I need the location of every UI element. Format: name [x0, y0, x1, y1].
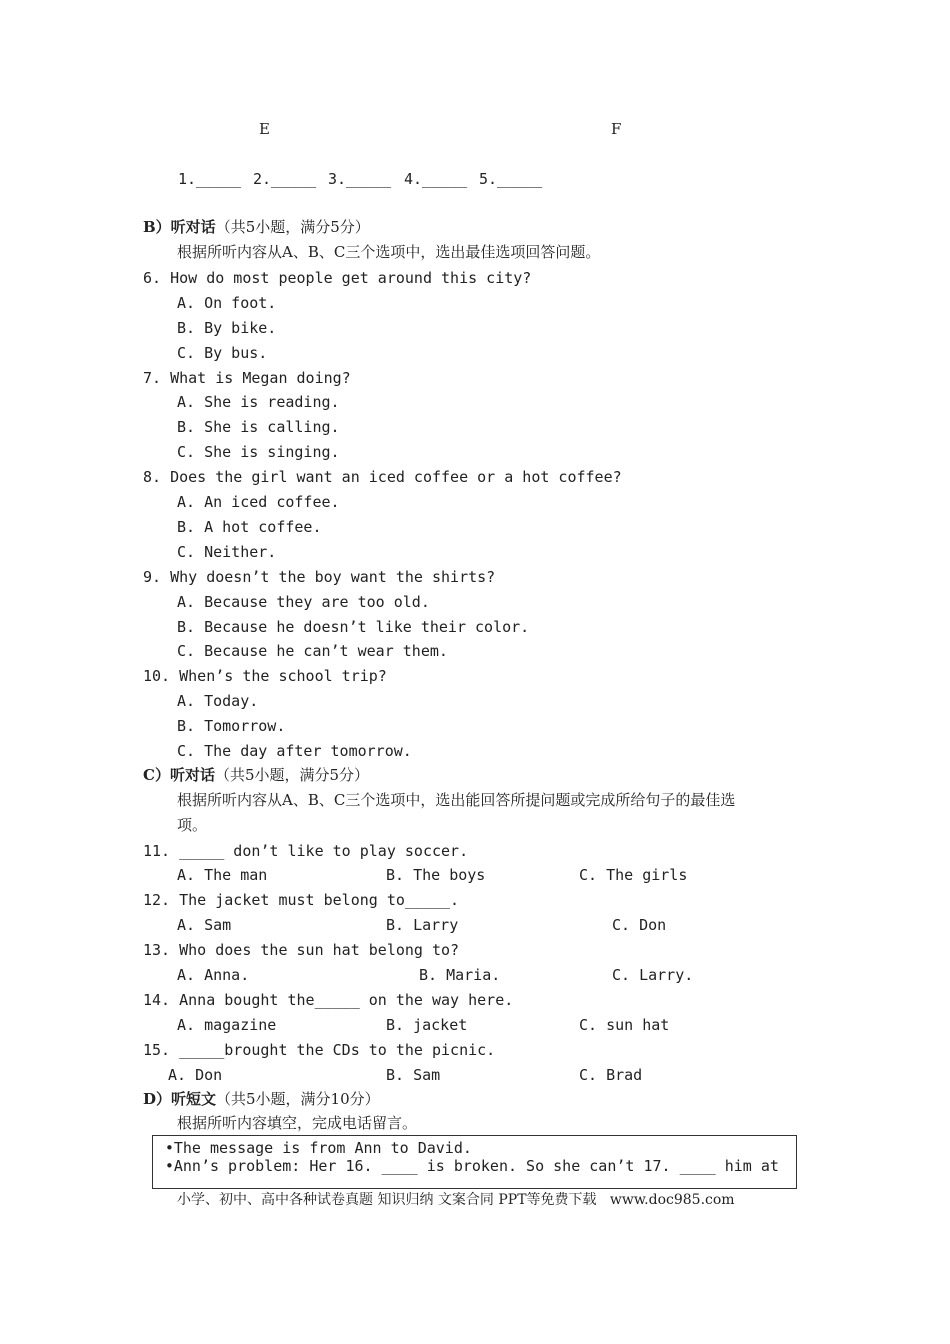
question-15: 15. _____brought the CDs to the picnic. — [143, 1041, 496, 1059]
q7-option-a: A. She is reading. — [177, 393, 340, 411]
q15-option-a: A. Don — [168, 1066, 223, 1084]
q14-option-c: C. sun hat — [579, 1016, 670, 1034]
q15-option-b: B. Sam — [386, 1066, 441, 1084]
label-f: F — [611, 120, 622, 138]
q12-option-c: C. Don — [612, 916, 667, 934]
phone-message-box — [152, 1135, 797, 1189]
section-d-heading — [143, 1092, 380, 1107]
q12-option-a: A. Sam — [177, 916, 232, 934]
question-9: 9. Why doesn’t the boy want the shirts? — [143, 568, 496, 586]
q14-option-a: A. magazine — [177, 1016, 277, 1034]
message-line-2-text: Ann’s problem: Her 16. ____ is broken. So she can’t 17. ____ him at — [173, 1157, 779, 1175]
q8-option-b: B. A hot coffee. — [177, 518, 322, 536]
section-d-title: D）听短文 — [143, 1090, 217, 1108]
section-b-title: B）听对话 — [143, 218, 216, 236]
q9-option-b: B. Because he doesn’t like their color. — [177, 618, 530, 636]
section-c-title: C）听对话 — [143, 766, 215, 784]
q6-option-a: A. On foot. — [177, 294, 277, 312]
question-7: 7. What is Megan doing? — [143, 369, 351, 387]
message-line-2 — [165, 1159, 779, 1174]
q13-option-c: C. Larry. — [612, 966, 694, 984]
section-d-meta: （共5小题，满分10分） — [216, 1090, 380, 1108]
section-b-instruction: 根据所听内容从A、B、C三个选项中，选出最佳选项回答问题。 — [177, 243, 601, 261]
question-14: 14. Anna bought the_____ on the way here. — [143, 991, 514, 1009]
section-b-heading — [143, 220, 370, 235]
q10-option-b: B. Tomorrow. — [177, 717, 286, 735]
q9-option-a: A. Because they are too old. — [177, 593, 430, 611]
answer-blank-2: 2._____ — [253, 170, 317, 188]
message-line-1 — [165, 1141, 472, 1156]
q12-option-b: B. Larry — [386, 916, 459, 934]
bullet-2: • — [165, 1157, 174, 1175]
question-12: 12. The jacket must belong to_____. — [143, 891, 460, 909]
bullet-1: • — [165, 1139, 174, 1157]
q13-option-a: A. Anna. — [177, 966, 250, 984]
answer-blank-5: 5._____ — [479, 170, 543, 188]
label-e: E — [259, 120, 270, 138]
q14-option-b: B. jacket — [386, 1016, 468, 1034]
section-b-meta: （共5小题，满分5分） — [215, 218, 370, 236]
q11-option-c: C. The girls — [579, 866, 688, 884]
section-c-meta: （共5小题，满分5分） — [214, 766, 370, 784]
q8-option-c: C. Neither. — [177, 543, 277, 561]
question-13: 13. Who does the sun hat belong to? — [143, 941, 460, 959]
q10-option-a: A. Today. — [177, 692, 259, 710]
answer-blank-1: 1._____ — [178, 170, 242, 188]
q15-option-c: C. Brad — [579, 1066, 643, 1084]
question-10: 10. When’s the school trip? — [143, 667, 387, 685]
q13-option-b: B. Maria. — [419, 966, 501, 984]
q9-option-c: C. Because he can’t wear them. — [177, 642, 448, 660]
answer-blank-3: 3._____ — [328, 170, 392, 188]
question-8: 8. Does the girl want an iced coffee or a hot coffee? — [143, 468, 622, 486]
q7-option-b: B. She is calling. — [177, 418, 340, 436]
q11-option-b: B. The boys — [386, 866, 486, 884]
question-6: 6. How do most people get around this city? — [143, 269, 532, 287]
q6-option-c: C. By bus. — [177, 344, 268, 362]
answer-blank-4: 4._____ — [404, 170, 468, 188]
q7-option-c: C. She is singing. — [177, 443, 340, 461]
section-d-instruction: 根据所听内容填空，完成电话留言。 — [177, 1114, 418, 1132]
q8-option-a: A. An iced coffee. — [177, 493, 340, 511]
q6-option-b: B. By bike. — [177, 319, 277, 337]
footer-ad-text: 小学、初中、高中各种试卷真题 知识归纳 文案合同 PPT等免费下载 www.doc985.com — [177, 1192, 735, 1208]
section-c-instruction-line-1: 根据所听内容从A、B、C三个选项中，选出能回答所提问题或完成所给句子的最佳选 — [177, 791, 736, 809]
question-11: 11. _____ don’t like to play soccer. — [143, 842, 469, 860]
q10-option-c: C. The day after tomorrow. — [177, 742, 412, 760]
section-c-instruction-line-2: 项。 — [177, 816, 208, 834]
q11-option-a: A. The man — [177, 866, 268, 884]
section-c-heading — [143, 768, 369, 783]
message-line-1-text: The message is from Ann to David. — [173, 1139, 472, 1157]
